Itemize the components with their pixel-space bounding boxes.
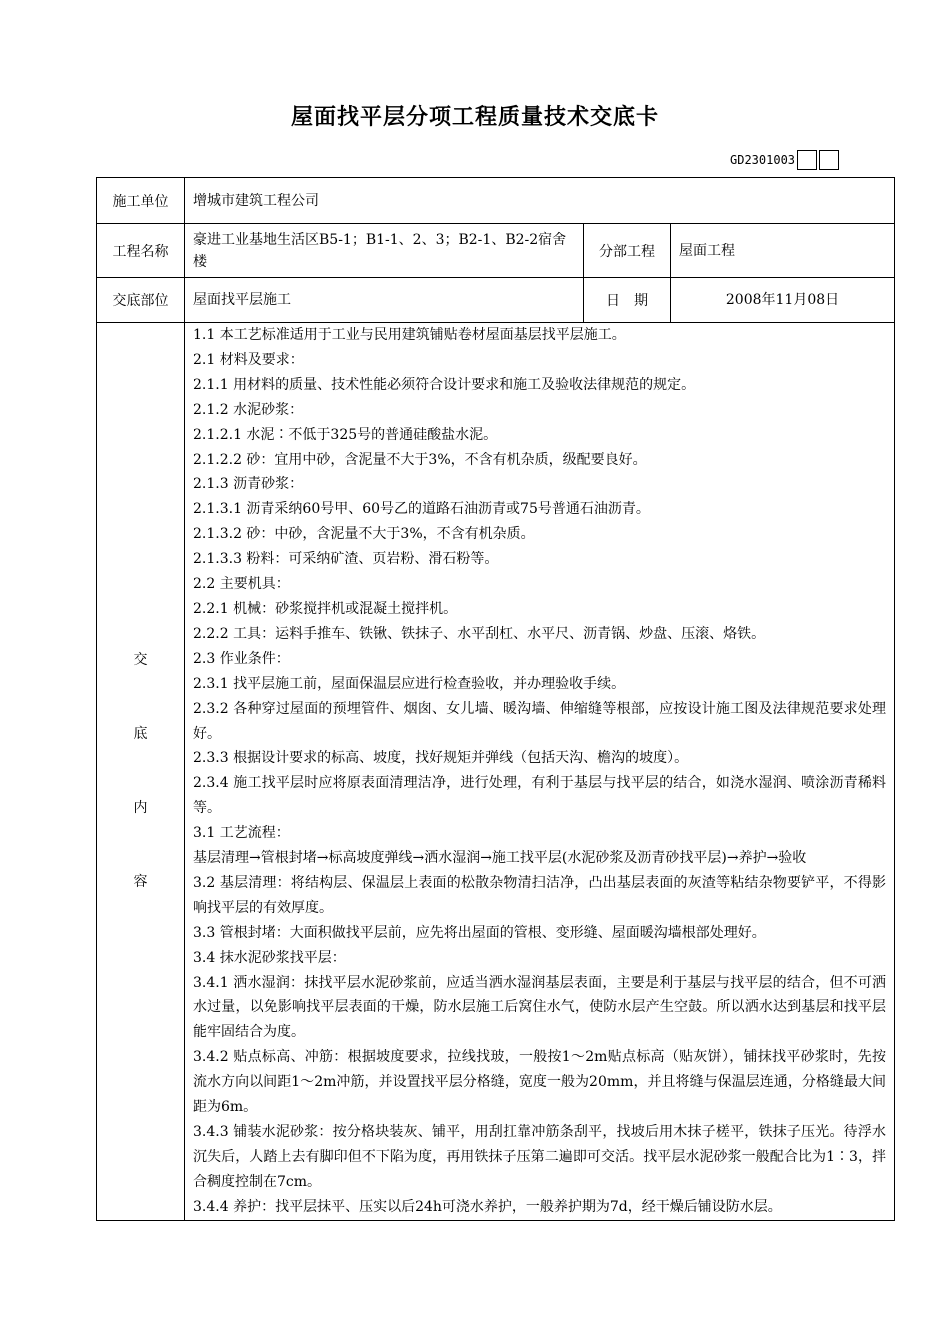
project-value: 豪进工业基地生活区B5-1；B1-1、2、3；B2-1、B2-2宿舍楼: [185, 224, 584, 278]
content-paragraph: 2.1.2 水泥砂浆：: [193, 401, 304, 418]
part-value: 屋面找平层施工: [185, 278, 584, 323]
disclosure-table: [96, 177, 895, 1221]
side-char: 内: [133, 800, 148, 817]
content-paragraph: 2.3.4 施工找平层时应将原表面清理洁净，进行处理，有利于基层与找平层的结合，如浇水湿润、喷涂沥青稀料等。: [193, 775, 887, 817]
content-paragraph: 2.1.3.2 砂：中砂，含泥量不大于3%，不含有机杂质。: [193, 526, 535, 543]
side-char: 底: [133, 726, 148, 743]
content-side-label: [97, 323, 185, 1221]
content-paragraph: 2.2.2 工具：运料手推车、铁锹、铁抹子、水平刮杠、水平尺、沥青锅、炒盘、压滚、烙铁。: [193, 625, 766, 642]
content-paragraph: 2.3 作业条件：: [193, 650, 290, 667]
content-paragraph: 3.4.4 养护：找平层抹平、压实以后24h可浇水养护，一般养护期为7d，经干燥后铺设防水层。: [193, 1198, 782, 1215]
side-char: 容: [133, 874, 148, 891]
content-paragraph: 3.2 基层清理：将结构层、保温层上表面的松散杂物清扫洁净，凸出基层表面的灰渣等粘结杂物要铲平，不得影响找平层的有效厚度。: [193, 874, 887, 916]
code-checkbox-2: [819, 150, 839, 170]
content-paragraph: 2.1.2.1 水泥∶不低于325号的普通硅酸盐水泥。: [193, 426, 498, 443]
table-row: [97, 278, 895, 323]
content-paragraph: 2.1 材料及要求：: [193, 351, 304, 368]
project-label: 工程名称: [97, 224, 185, 278]
code-checkbox-1: [797, 150, 817, 170]
content-paragraph: 3.4.2 贴点标高、冲筋：根据坡度要求，拉线找玻，一般按1～2m贴点标高（贴灰饼），铺抹找平砂浆时，先按流水方向以间距1～2m冲筋，并设置找平层分格缝，宽度一般为20mm，并且将缝与保温层连通，分格缝最大间距为6m。: [193, 1049, 887, 1116]
content-paragraph: 2.3.2 各种穿过屋面的预埋管件、烟囱、女儿墙、暖沟墙、伸缩缝等根部，应按设计施工图及法律规范要求处理好。: [193, 700, 887, 742]
unit-value: 增城市建筑工程公司: [185, 178, 895, 224]
table-row: [97, 224, 895, 278]
document-code: GD2301003: [730, 153, 796, 167]
table-row: [97, 323, 895, 1221]
content-paragraph: 2.3.3 根据设计要求的标高、坡度，找好规矩并弹线（包括天沟、檐沟的坡度）。: [193, 750, 689, 767]
document-title: 屋面找平层分项工程质量技术交底卡: [290, 104, 659, 130]
content-paragraph: 3.3 管根封堵：大面积做找平层前，应先将出屋面的管根、变形缝、屋面暖沟墙根部处理好。: [193, 924, 766, 941]
content-paragraph: 2.1.3 沥青砂浆：: [193, 476, 304, 493]
side-char: 交: [133, 652, 148, 669]
content-paragraph: 3.4.3 铺装水泥砂浆：按分格块装灰、铺平，用刮扛靠冲筋条刮平，找坡后用木抹子槎平，铁抹子压光。待浮水沉失后，人踏上去有脚印但不下陷为度，再用铁抹子压第二遍即可交活。找平层水泥砂浆一般配合比为1∶3，拌合稠度控制在7cm。: [193, 1124, 887, 1190]
content-paragraph: 1.1 本工艺标准适用于工业与民用建筑铺贴卷材屋面基层找平层施工。: [193, 327, 626, 343]
content-paragraph: 2.2.1 机械：砂浆搅拌机或混凝土搅拌机。: [193, 600, 458, 617]
document-code-row: [730, 148, 839, 172]
content-paragraph: 2.1.3.3 粉料：可采纳矿渣、页岩粉、滑石粉等。: [193, 551, 499, 568]
table-row: [97, 178, 895, 224]
content-paragraph: 2.1.3.1 沥青采纳60号甲、60号乙的道路石油沥青或75号普通石油沥青。: [193, 501, 650, 518]
content-paragraph: 3.4.1 洒水湿润：抹找平层水泥砂浆前，应适当洒水湿润基层表面，主要是利于基层与找平层的结合，但不可洒水过量，以免影响找平层表面的干燥，防水层施工后窝住水气，使防水层产生空鼓。所以洒水达到基层和找平层能牢固结合为度。: [193, 974, 887, 1041]
content-paragraph: 2.1.1 用材料的质量、技术性能必须符合设计要求和施工及验收法律规范的规定。: [193, 376, 696, 393]
content-paragraph: 基层清理→管根封堵→标高坡度弹线→洒水湿润→施工找平层(水泥砂浆及沥青砂找平层)→养护→验收: [193, 850, 807, 867]
content-paragraph: 2.3.1 找平层施工前，屋面保温层应进行检查验收，并办理验收手续。: [193, 675, 626, 692]
date-value: 2008年11月08日: [671, 278, 895, 323]
content-paragraph: 3.1 工艺流程：: [193, 825, 290, 842]
division-value: 屋面工程: [671, 224, 895, 278]
content-paragraph: 2.1.2.2 砂：宜用中砂，含泥量不大于3%，不含有机杂质，级配要良好。: [193, 451, 647, 468]
date-label: 日 期: [584, 278, 671, 323]
content-body: [185, 323, 895, 1221]
content-paragraph: 3.4 抹水泥砂浆找平层：: [193, 949, 346, 966]
part-label: 交底部位: [97, 278, 185, 323]
division-label: 分部工程: [584, 224, 671, 278]
content-paragraph: 2.2 主要机具：: [193, 576, 290, 593]
unit-label: 施工单位: [97, 178, 185, 224]
